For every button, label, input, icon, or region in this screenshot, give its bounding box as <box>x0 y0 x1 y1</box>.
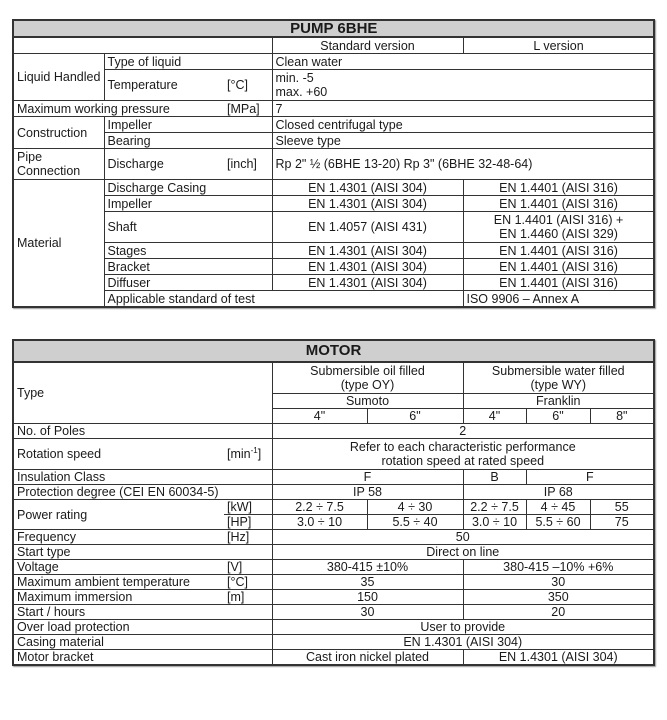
discharge-label: Discharge <box>104 149 224 180</box>
immersion-unit: [m] <box>224 590 272 605</box>
rotation-value <box>272 439 654 470</box>
water-filled-line1: Submersible water filled <box>491 364 625 378</box>
insulation-oy: F <box>272 470 463 485</box>
rotation-label: Rotation speed <box>13 439 224 470</box>
material-part: Impeller <box>104 196 272 212</box>
material-standard: EN 1.4301 (AISI 304) <box>272 275 463 291</box>
size-wy-4: 4" <box>463 409 526 424</box>
immersion-label: Maximum immersion <box>13 590 224 605</box>
bracket-oy: Cast iron nickel plated <box>272 650 463 666</box>
bracket-label: Motor bracket <box>13 650 272 666</box>
blank-header <box>13 37 272 54</box>
temperature-label: Temperature <box>104 70 224 101</box>
ambient-wy: 30 <box>463 575 654 590</box>
power-kw: 2.2 ÷ 7.5 <box>463 500 526 515</box>
impeller-label: Impeller <box>104 117 272 133</box>
shaft-l-line1: EN 1.4401 (AISI 316) + <box>493 213 624 227</box>
material-l: EN 1.4401 (AISI 316) <box>463 196 654 212</box>
construction-label: Construction <box>13 117 104 149</box>
starts-oy: 30 <box>272 605 463 620</box>
material-standard: EN 1.4301 (AISI 304) <box>272 259 463 275</box>
power-hp: 5.5 ÷ 40 <box>367 515 463 530</box>
voltage-label: Voltage <box>13 560 224 575</box>
power-kw: 4 ÷ 45 <box>526 500 590 515</box>
material-part: Bracket <box>104 259 272 275</box>
oil-filled-line1: Submersible oil filled <box>310 364 425 378</box>
max-pressure-label: Maximum working pressure <box>13 101 224 117</box>
frequency-label: Frequency <box>13 530 224 545</box>
power-hp-unit: [HP] <box>224 515 272 530</box>
material-standard: EN 1.4301 (AISI 304) <box>272 243 463 259</box>
shaft-l-line2: EN 1.4460 (AISI 329) <box>499 227 618 241</box>
frequency-value: 50 <box>272 530 654 545</box>
power-hp: 3.0 ÷ 10 <box>272 515 367 530</box>
material-label: Material <box>13 180 104 308</box>
ambient-label: Maximum ambient temperature <box>13 575 224 590</box>
material-l: EN 1.4401 (AISI 316) <box>463 275 654 291</box>
immersion-oy: 150 <box>272 590 463 605</box>
oil-filled-header <box>272 362 463 394</box>
rotation-value-line2: rotation speed at rated speed <box>381 454 545 468</box>
temperature-unit: [°C] <box>224 70 272 101</box>
start-type-label: Start type <box>13 545 272 560</box>
power-kw: 4 ÷ 30 <box>367 500 463 515</box>
material-part: Diffuser <box>104 275 272 291</box>
type-of-liquid-value: Clean water <box>272 54 654 70</box>
test-standard-label: Applicable standard of test <box>104 291 463 308</box>
ambient-unit: [°C] <box>224 575 272 590</box>
size-wy-6: 6" <box>526 409 590 424</box>
water-filled-line2: (type WY) <box>530 378 587 392</box>
type-of-liquid-label: Type of liquid <box>104 54 272 70</box>
bearing-label: Bearing <box>104 133 272 149</box>
poles-label: No. of Poles <box>13 424 272 439</box>
material-standard: EN 1.4301 (AISI 304) <box>272 180 463 196</box>
oil-filled-line2: (type OY) <box>340 378 395 392</box>
voltage-oy: 380-415 ±10% <box>272 560 463 575</box>
casing-label: Casing material <box>13 635 272 650</box>
brand-sumoto: Sumoto <box>272 394 463 409</box>
temperature-value <box>272 70 654 101</box>
material-part: Stages <box>104 243 272 259</box>
brand-franklin: Franklin <box>463 394 654 409</box>
starts-label: Start / hours <box>13 605 272 620</box>
pump-spec-table <box>12 19 655 308</box>
material-standard: EN 1.4057 (AISI 431) <box>272 212 463 243</box>
rotation-value-line1: Refer to each characteristic performance <box>349 440 576 454</box>
insulation-wy-4: B <box>463 470 526 485</box>
pipe-connection-label: Pipe Connection <box>13 149 104 180</box>
impeller-value: Closed centrifugal type <box>272 117 654 133</box>
frequency-unit: [Hz] <box>224 530 272 545</box>
type-label: Type <box>13 362 272 424</box>
bearing-value: Sleeve type <box>272 133 654 149</box>
material-l <box>463 212 654 243</box>
insulation-label: Insulation Class <box>13 470 272 485</box>
temperature-min: min. -5 <box>275 71 314 85</box>
overload-value: User to provide <box>272 620 654 635</box>
material-part: Discharge Casing <box>104 180 272 196</box>
immersion-wy: 350 <box>463 590 654 605</box>
temperature-max: max. +60 <box>275 85 328 99</box>
material-standard: EN 1.4301 (AISI 304) <box>272 196 463 212</box>
material-part: Shaft <box>104 212 272 243</box>
power-hp: 5.5 ÷ 60 <box>526 515 590 530</box>
starts-wy: 20 <box>463 605 654 620</box>
size-wy-8: 8" <box>590 409 654 424</box>
bracket-wy: EN 1.4301 (AISI 304) <box>463 650 654 666</box>
overload-label: Over load protection <box>13 620 272 635</box>
power-label: Power rating <box>13 500 224 530</box>
voltage-wy: 380-415 –10% +6% <box>463 560 654 575</box>
ambient-oy: 35 <box>272 575 463 590</box>
test-standard-value: ISO 9906 – Annex A <box>463 291 654 308</box>
protection-label: Protection degree (CEI EN 60034-5) <box>13 485 272 500</box>
material-l: EN 1.4401 (AISI 316) <box>463 243 654 259</box>
water-filled-header <box>463 362 654 394</box>
discharge-unit: [inch] <box>224 149 272 180</box>
insulation-wy: F <box>526 470 654 485</box>
power-hp: 3.0 ÷ 10 <box>463 515 526 530</box>
material-l: EN 1.4401 (AISI 316) <box>463 259 654 275</box>
casing-value: EN 1.4301 (AISI 304) <box>272 635 654 650</box>
motor-spec-table <box>12 339 655 666</box>
col-standard-version: Standard version <box>272 37 463 54</box>
discharge-value: Rp 2" ½ (6BHE 13-20) Rp 3" (6BHE 32-48-64) <box>272 149 654 180</box>
material-l: EN 1.4401 (AISI 316) <box>463 180 654 196</box>
rotation-unit: $[\min^{-1}]$ <box>224 439 272 470</box>
protection-wy: IP 68 <box>463 485 654 500</box>
voltage-unit: [V] <box>224 560 272 575</box>
max-pressure-unit: [MPa] <box>224 101 272 117</box>
poles-value: 2 <box>272 424 654 439</box>
power-kw: 55 <box>590 500 654 515</box>
motor-title: MOTOR <box>13 340 654 362</box>
power-hp: 75 <box>590 515 654 530</box>
liquid-handled-label: Liquid Handled <box>13 54 104 101</box>
pump-title: PUMP 6BHE <box>13 20 654 37</box>
start-type-value: Direct on line <box>272 545 654 560</box>
col-l-version: L version <box>463 37 654 54</box>
power-kw: 2.2 ÷ 7.5 <box>272 500 367 515</box>
power-kw-unit: [kW] <box>224 500 272 515</box>
max-pressure-value: 7 <box>272 101 654 117</box>
protection-oy: IP 58 <box>272 485 463 500</box>
size-oy-6: 6" <box>367 409 463 424</box>
size-oy-4: 4" <box>272 409 367 424</box>
